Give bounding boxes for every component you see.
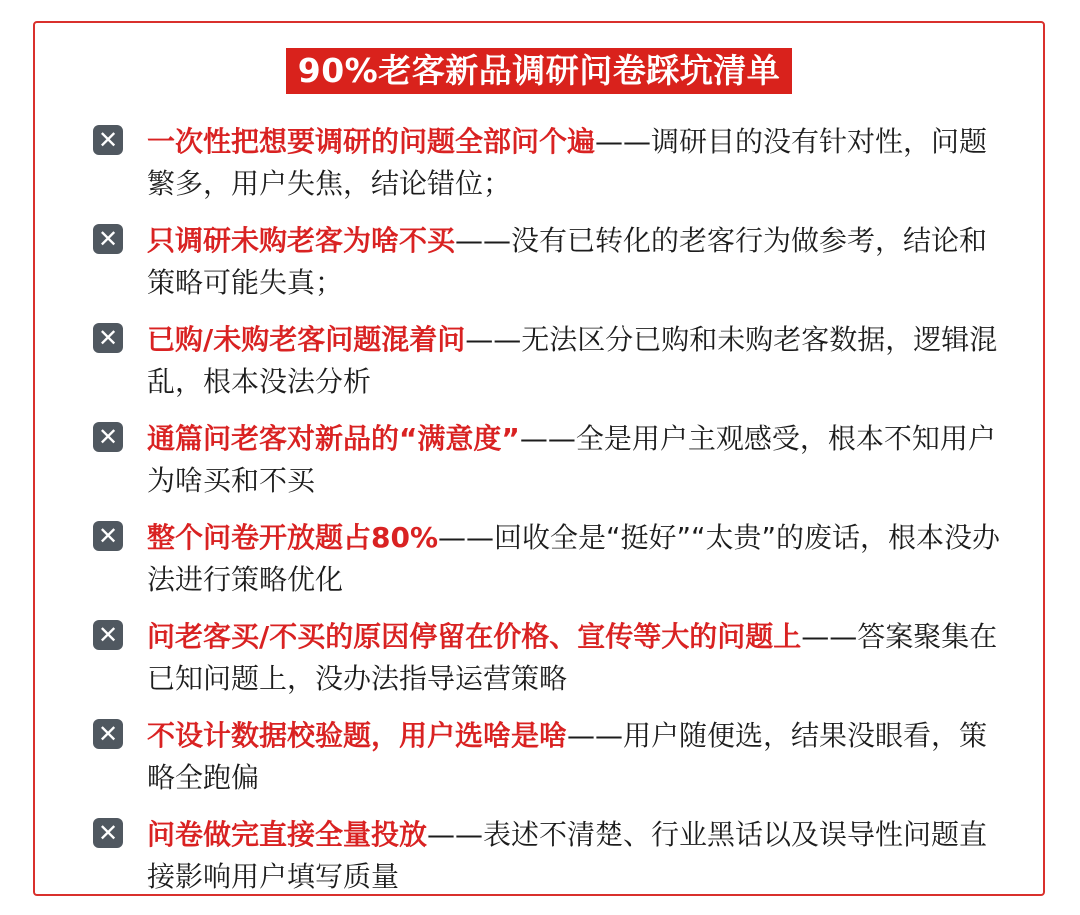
close-x-box-icon: ✕ xyxy=(93,422,123,452)
pitfall-key: 一次性把想要调研的问题全部问个遍 xyxy=(147,125,596,158)
pitfall-desc: ——用户随便选，结果没眼看，策略全跑偏 xyxy=(147,719,988,794)
pitfall-key: 不设计数据校验题，用户选啥是啥 xyxy=(147,719,568,752)
pitfall-desc: ——调研目的没有针对性，问题繁多，用户失焦，结论错位； xyxy=(147,125,988,200)
pitfall-key: 只调研未购老客为啥不买 xyxy=(147,224,456,257)
pitfall-desc: ——全是用户主观感受，根本不知用户为啥买和不买 xyxy=(147,422,996,497)
pitfall-desc: ——没有已转化的老客行为做参考，结论和策略可能失真； xyxy=(147,224,988,299)
close-x-box-icon: ✕ xyxy=(93,224,123,254)
list-item xyxy=(93,814,1003,913)
list-item xyxy=(93,121,1003,220)
title-wrap xyxy=(35,48,1043,94)
close-x-box-icon: ✕ xyxy=(93,521,123,551)
page-title: 90%老客新品调研问卷踩坑清单 xyxy=(286,48,793,94)
close-x-box-icon: ✕ xyxy=(93,620,123,650)
pitfall-desc: ——回收全是“挺好”“太贵”的废话，根本没办法进行策略优化 xyxy=(147,521,1001,596)
list-item xyxy=(93,319,1003,418)
pitfall-key: 问老客买/不买的原因停留在价格、宣传等大的问题上 xyxy=(147,620,802,653)
list-item xyxy=(93,715,1003,814)
pitfall-list xyxy=(93,121,1003,913)
close-x-box-icon: ✕ xyxy=(93,125,123,155)
pitfall-desc: ——表述不清楚、行业黑话以及误导性问题直接影响用户填写质量 xyxy=(147,818,988,893)
close-x-box-icon: ✕ xyxy=(93,818,123,848)
list-item xyxy=(93,517,1003,616)
pitfall-key: 已购/未购老客问题混着问 xyxy=(147,323,466,356)
pitfall-key: 通篇问老客对新品的“满意度” xyxy=(147,422,520,455)
pitfall-desc: ——无法区分已购和未购老客数据，逻辑混乱，根本没法分析 xyxy=(147,323,998,398)
pitfall-key: 问卷做完直接全量投放 xyxy=(147,818,428,851)
close-x-box-icon: ✕ xyxy=(93,719,123,749)
pitfall-desc: ——答案聚集在已知问题上，没办法指导运营策略 xyxy=(147,620,998,695)
list-item xyxy=(93,418,1003,517)
list-item xyxy=(93,220,1003,319)
pitfall-key: 整个问卷开放题占80% xyxy=(147,521,439,554)
list-item xyxy=(93,616,1003,715)
checklist-card xyxy=(33,21,1045,896)
close-x-box-icon: ✕ xyxy=(93,323,123,353)
